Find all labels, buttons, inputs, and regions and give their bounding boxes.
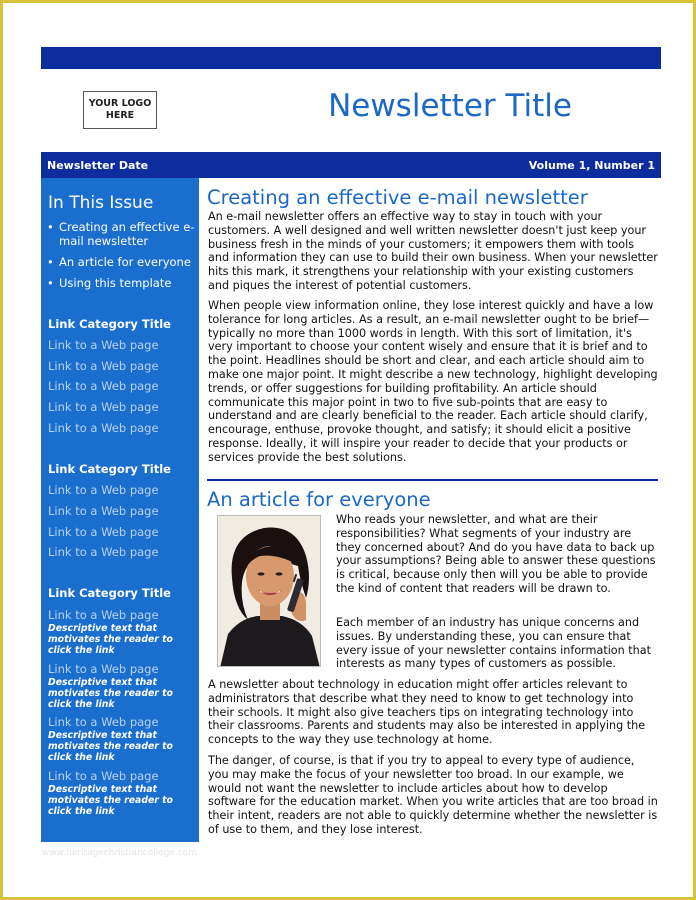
woman-on-phone-photo [217, 515, 321, 667]
web-link[interactable]: Link to a Web page [48, 400, 159, 414]
sidebar [41, 178, 199, 842]
link-category-title: Link Category Title [48, 317, 171, 331]
bullet-icon: • [47, 220, 54, 234]
web-link[interactable]: Link to a Web page [48, 545, 159, 559]
web-link[interactable]: Link to a Web page [48, 608, 159, 622]
section-divider [207, 479, 658, 481]
sidebar-heading: In This Issue [48, 193, 154, 213]
link-description: Descriptive text that motivates the reader to click the link [48, 623, 173, 656]
article-paragraph: A newsletter about technology in education might offer articles relevant to administrators that describe what they need to know to get technology into their schools. It might also give teachers tips on integrating technology into their classrooms. Parents and students may also be interested in applying the concepts to the way they use technology at home. [208, 678, 646, 747]
info-bar [41, 152, 661, 178]
issue-item[interactable]: • An article for everyone [47, 255, 191, 269]
article-paragraph: Each member of an industry has unique concerns and issues. By understanding these, you can ensure that every issue of your newsletter contains information that interests as many types of customers as possible. [336, 616, 652, 671]
issue-item[interactable]: • Using this template [47, 276, 172, 290]
article-paragraph: An e-mail newsletter offers an effective way to stay in touch with your customers. A well designed and well written newsletter doesn't just keep your business fresh in the minds of your customers; it empowers them with tools and information they can use to build their own business. When your newsletter hits this mark, it strengthens your relationship with your existing customers and piques the interest of potential customers. [208, 210, 658, 292]
article-paragraph: The danger, of course, is that if you try to appeal to every type of audience, you may make the focus of your newsletter too broad. In our example, we would not want the newsletter to include articles about how to develop software for the education market. When you write articles that are too broad in their intent, readers are not able to quickly determine whether the newsletter is of use to them, and they lose interest. [208, 754, 658, 836]
article-paragraph: Who reads your newsletter, and what are their responsibilities? What segments of your industry are they concerned about? And do you have data to back up your assumptions? Being able to answer these questions is critical, because only then will you be able to provide the kind of content that readers will be drawn to. [336, 513, 656, 595]
web-link[interactable]: Link to a Web page [48, 421, 159, 435]
web-link[interactable]: Link to a Web page [48, 483, 159, 497]
top-banner [41, 47, 661, 69]
article-heading: Creating an effective e-mail newsletter [207, 186, 588, 209]
link-description: Descriptive text that motivates the reader to click the link [48, 784, 173, 817]
web-link[interactable]: Link to a Web page [48, 715, 159, 729]
newsletter-date: Newsletter Date [47, 158, 149, 172]
volume-number: Volume 1, Number 1 [528, 158, 655, 172]
watermark: www.heritagechristiancollege.com [42, 848, 197, 858]
logo-placeholder: YOUR LOGO HERE [83, 91, 157, 129]
web-link[interactable]: Link to a Web page [48, 525, 159, 539]
web-link[interactable]: Link to a Web page [48, 662, 159, 676]
person-photo-icon [218, 516, 321, 667]
web-link[interactable]: Link to a Web page [48, 769, 159, 783]
web-link[interactable]: Link to a Web page [48, 338, 159, 352]
web-link[interactable]: Link to a Web page [48, 379, 159, 393]
link-category-title: Link Category Title [48, 586, 171, 600]
issue-item[interactable]: • Creating an effective e-mail newsletter [47, 220, 195, 248]
newsletter-title: Newsletter Title [328, 88, 572, 124]
link-category-title: Link Category Title [48, 462, 171, 476]
web-link[interactable]: Link to a Web page [48, 504, 159, 518]
issue-list [47, 220, 197, 297]
bullet-icon: • [47, 255, 54, 269]
link-description: Descriptive text that motivates the reader to click the link [48, 730, 173, 763]
bullet-icon: • [47, 276, 54, 290]
link-description: Descriptive text that motivates the reader to click the link [48, 677, 173, 710]
web-link[interactable]: Link to a Web page [48, 359, 159, 373]
article-heading: An article for everyone [207, 488, 431, 511]
article-paragraph: When people view information online, they lose interest quickly and have a low tolerance for long articles. As a result, an e-mail newsletter ought to be brief—typically no more than 1000 words in length. With this sort of limitation, it's very important to choose your content wisely and ensure that it is brief and to the point. Headlines should be short and clear, and each article should aim to make one major point. It might describe a new technology, highlight developing trends, or offer suggestions for building profitability. An article should communicate this major point in two to five sub-points that are easy to understand and are clearly beneficial to the reader. Each article should clarify, encourage, enthuse, provoke thought, and satisfy; it should elicit a positive response. Ideally, it will inspire your reader to decide that your products or services provide the best solutions. [208, 299, 658, 464]
